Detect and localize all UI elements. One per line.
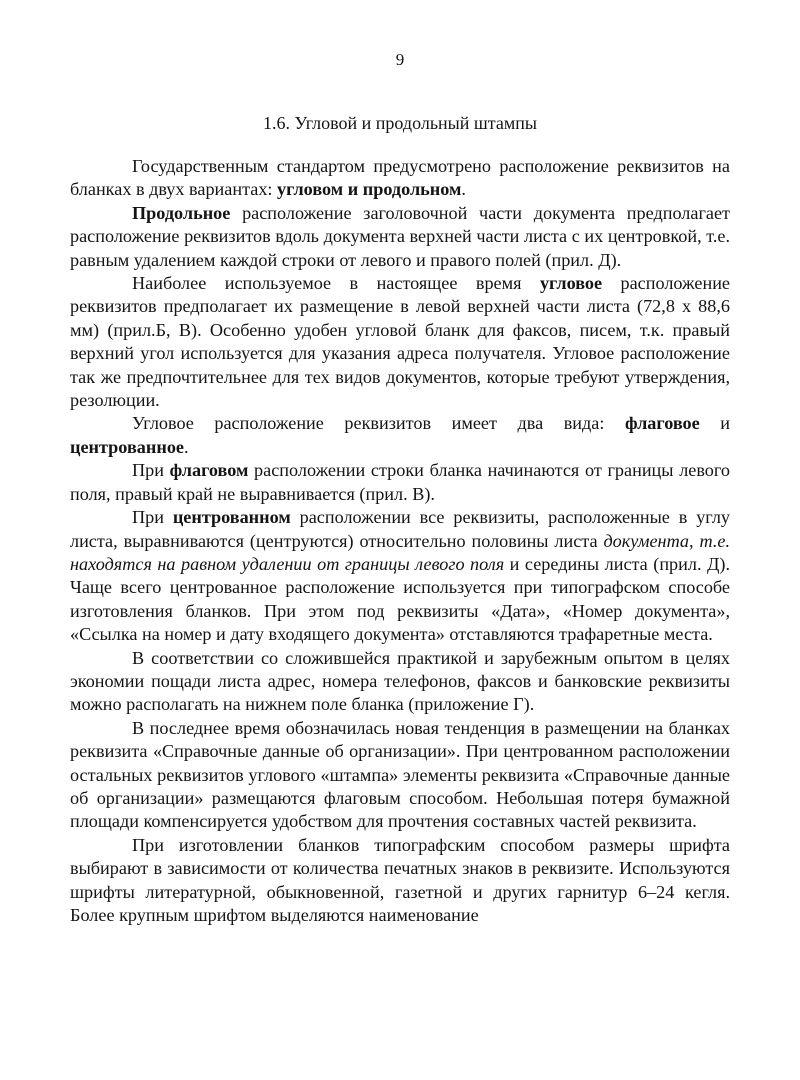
text-segment: При xyxy=(132,507,173,528)
bold-term: центрованном xyxy=(172,507,291,528)
paragraph xyxy=(70,155,730,202)
text-segment: и xyxy=(699,413,731,434)
bold-term: центрованное xyxy=(70,436,184,457)
text-segment: расположении строки бланка начинаются от границы левого поля, правый край не выравнивается (прил. В). xyxy=(70,460,731,504)
text-segment: и середины листа (прил. Д). Чаще всего центрованное расположение используется при типографском способе изготовления бланков. При этом под реквизиты «Дата», «Номер документа», «Ссылка на номер и дату входящего документа» отставляются трафаретные места. xyxy=(70,553,731,645)
text-segment: Государственным стандартом предусмотрено расположение реквизитов на бланках в двух вариантах: xyxy=(70,156,730,200)
paragraph xyxy=(70,412,730,459)
page-number: 9 xyxy=(395,50,405,69)
text-segment: В последнее время обозначилась новая тенденция в размещении на бланках реквизита «Справочные данные об организации». При центрованном расположении остальных реквизитов углового «штампа» элементы реквизита «Справочные данные об организации» размещаются флаговым способом. Небольшая потеря бумажной площади компенсируется удобством для прочтения составных частей реквизита. xyxy=(70,717,730,832)
text-segment: расположение заголовочной части документа предполагает расположение реквизитов вдоль документа верхней части листа с их центровкой, т.е. равным удалением каждой строки от левого и правого полей (прил. Д). xyxy=(70,202,730,270)
bold-term: угловое xyxy=(539,273,603,294)
paragraph xyxy=(70,506,730,646)
section-title: 1.6. Угловой и продольный штампы xyxy=(263,113,537,133)
bold-term: флаговом xyxy=(169,460,249,481)
paragraph xyxy=(70,647,730,717)
paragraph xyxy=(70,272,730,412)
paragraph xyxy=(70,834,730,928)
paragraph xyxy=(70,459,730,506)
paragraph xyxy=(70,202,730,272)
text-segment: Наиболее используемое в настоящее время xyxy=(132,273,540,294)
paragraph xyxy=(70,717,730,834)
text-segment: При xyxy=(132,460,170,481)
text-segment: . xyxy=(461,179,466,200)
text-segment: При изготовлении бланков типографским способом размеры шрифта выбирают в зависимости от количества печатных знаков в реквизите. Используются шрифты литературной, обыкновенной, газетной и других гарнитур 6–24 кегля. Более крупным шрифтом выделяются наименование xyxy=(70,834,730,925)
bold-term: флаговое xyxy=(624,413,700,434)
text-segment: Угловое расположение реквизитов имеет два вида: xyxy=(132,413,625,434)
italic-segment: документа, т.е. находятся на равном удалении от границы левого поля xyxy=(70,530,730,574)
bold-term: Продольное xyxy=(132,202,231,223)
text-segment: расположение реквизитов предполагает их размещение в левой верхней части листа (72,8 х 88,6 мм) (прил.Б, В). Особенно удобен угловой бланк для факсов, писем, т.к. правый верхний угол используется для указания адреса получателя. Угловое расположение так же предпочтительнее для тех видов документов, которые требуют утверждения, резолюции. xyxy=(70,273,730,411)
text-segment: . xyxy=(183,436,189,457)
text-segment: В соответствии со сложившейся практикой и зарубежным опытом в целях экономии пощади листа адрес, номера телефонов, факсов и банковские реквизиты можно располагать на нижнем поле бланка (приложение Г). xyxy=(70,647,730,715)
text-segment: расположении все реквизиты, расположенные в углу листа, выравниваются (центруются) относительно половины листа xyxy=(70,507,730,551)
body-text xyxy=(70,155,730,927)
bold-term: угловом и продольном xyxy=(277,179,462,200)
